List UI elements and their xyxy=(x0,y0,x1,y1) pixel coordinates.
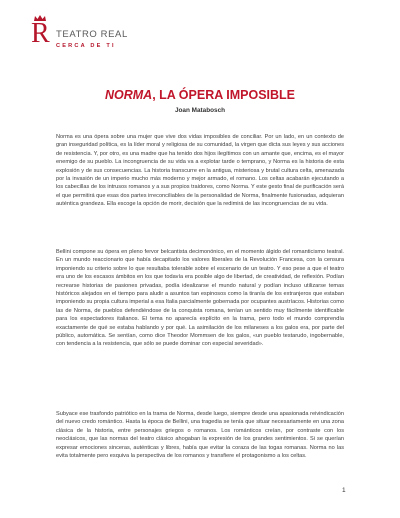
title-subtitle: , LA ÓPERA IMPOSIBLE xyxy=(152,88,296,102)
paragraph-1: Norma es una ópera sobre una mujer que vive dos vidas imposibles de conciliar. Por un lado, en un contexto de gran inseguridad política, es la líder moral y religiosa de su comunidad, la virgen que dicta sus leyes y sus acciones de resistencia. Y, por otro, es una madre que ha tenido dos hijos ilegítimos con un amante que, encima, es el mayor enemigo de su pueblo. La incongruencia de su vida va a explotar tarde o temprano, y Norma es la historia de esta explosión y de sus consecuencias. La historia transcurre en la antigua, misteriosa y brutal cultura celta, amenazada por la invasión de un imperio mucho más moderno y mejor armado, el romano. Los celtas acabarán ejecutando a los cabecillas de los intrusos romanos y a sus propios traidores, como Norma. Y este gesto final de purificación será el que permitirá que esas dos partes irreconciliables de la personalidad de Norma, finalmente fusionadas, adquieran auténtica grandeza. Ella escoge la opción de morir, decisión que la redimirá de las incongruencias de su vida. xyxy=(56,134,344,208)
brand-tagline: CERCA DE TI xyxy=(56,43,116,49)
author-name: Joan Matabosch xyxy=(174,107,226,114)
page-number: 1 xyxy=(342,487,346,494)
logo-letter: R xyxy=(31,18,50,49)
title-opera-name: NORMA xyxy=(104,88,153,102)
brand-name: TEATRO REAL xyxy=(56,29,128,40)
paragraph-2: Bellini compone su ópera en pleno fervor belcantista decimonónico, en el momento álgido del romanticismo teatral. En un mundo reaccionario que había decapitado los valores liberales de la Revolución Francesa, con la censura imponiendo su criterio sobre lo que resultaba tolerable sobre el escenario de un teatro. Y eso pese a que el teatro era uno de los escasos ámbitos en los que todavía era posible algo de libertad, de creatividad, de reflexión. Podían recrearse historias de pasiones privadas, podía idealizarse el mundo natural y podían incluso utilizarse temas históricos alejados en el tiempo para aludir a asuntos tan espinosos como la tiranía de los extranjeros que estaban imponiendo su propia cultura imperial a esa Italia parcialmente gobernada por ocupantes austríacos. Historias como las de Norma, de pueblos defendiéndose de la conquista romana, tenían un sentido muy fácilmente identificable para los espectadores italianos. El tema no aparecía explícito en la trama, pero todo el mundo comprendía exactamente de qué se estaba hablando y por qué. La asimilación de los milaneses a los galos era, por parte del público, automática. Se sentían, como dice Theodor Mommsen de los galos, «un pueblo testarudo, ingobernable, con tendencia a la resistencia, que sólo se puede dominar con especial severidad». xyxy=(56,249,344,348)
teatro-real-logo xyxy=(26,14,146,58)
paragraph-3: Subyace ese trasfondo patriótico en la trama de Norma, desde luego, siempre desde una apasionada reivindicación del nuevo credo romántico. Hasta la época de Bellini, una tragedia se tenía que situar necesariamente en una zona clásica de la historia, entre personajes griegos o romanos. Los románticos creían, por contraste con los neoclásicos, que las normas del teatro clásico ahogaban la expresión de los grandes sentimientos. Si se querían expresar emociones sinceras, auténticas y libres, había que evitar la coraza de las togas romanas. Norma no las evita totalmente pero esquiva la perspectiva de los romanos y transfiere el protagonismo a los celtas. xyxy=(56,411,344,460)
document-title xyxy=(0,88,400,102)
